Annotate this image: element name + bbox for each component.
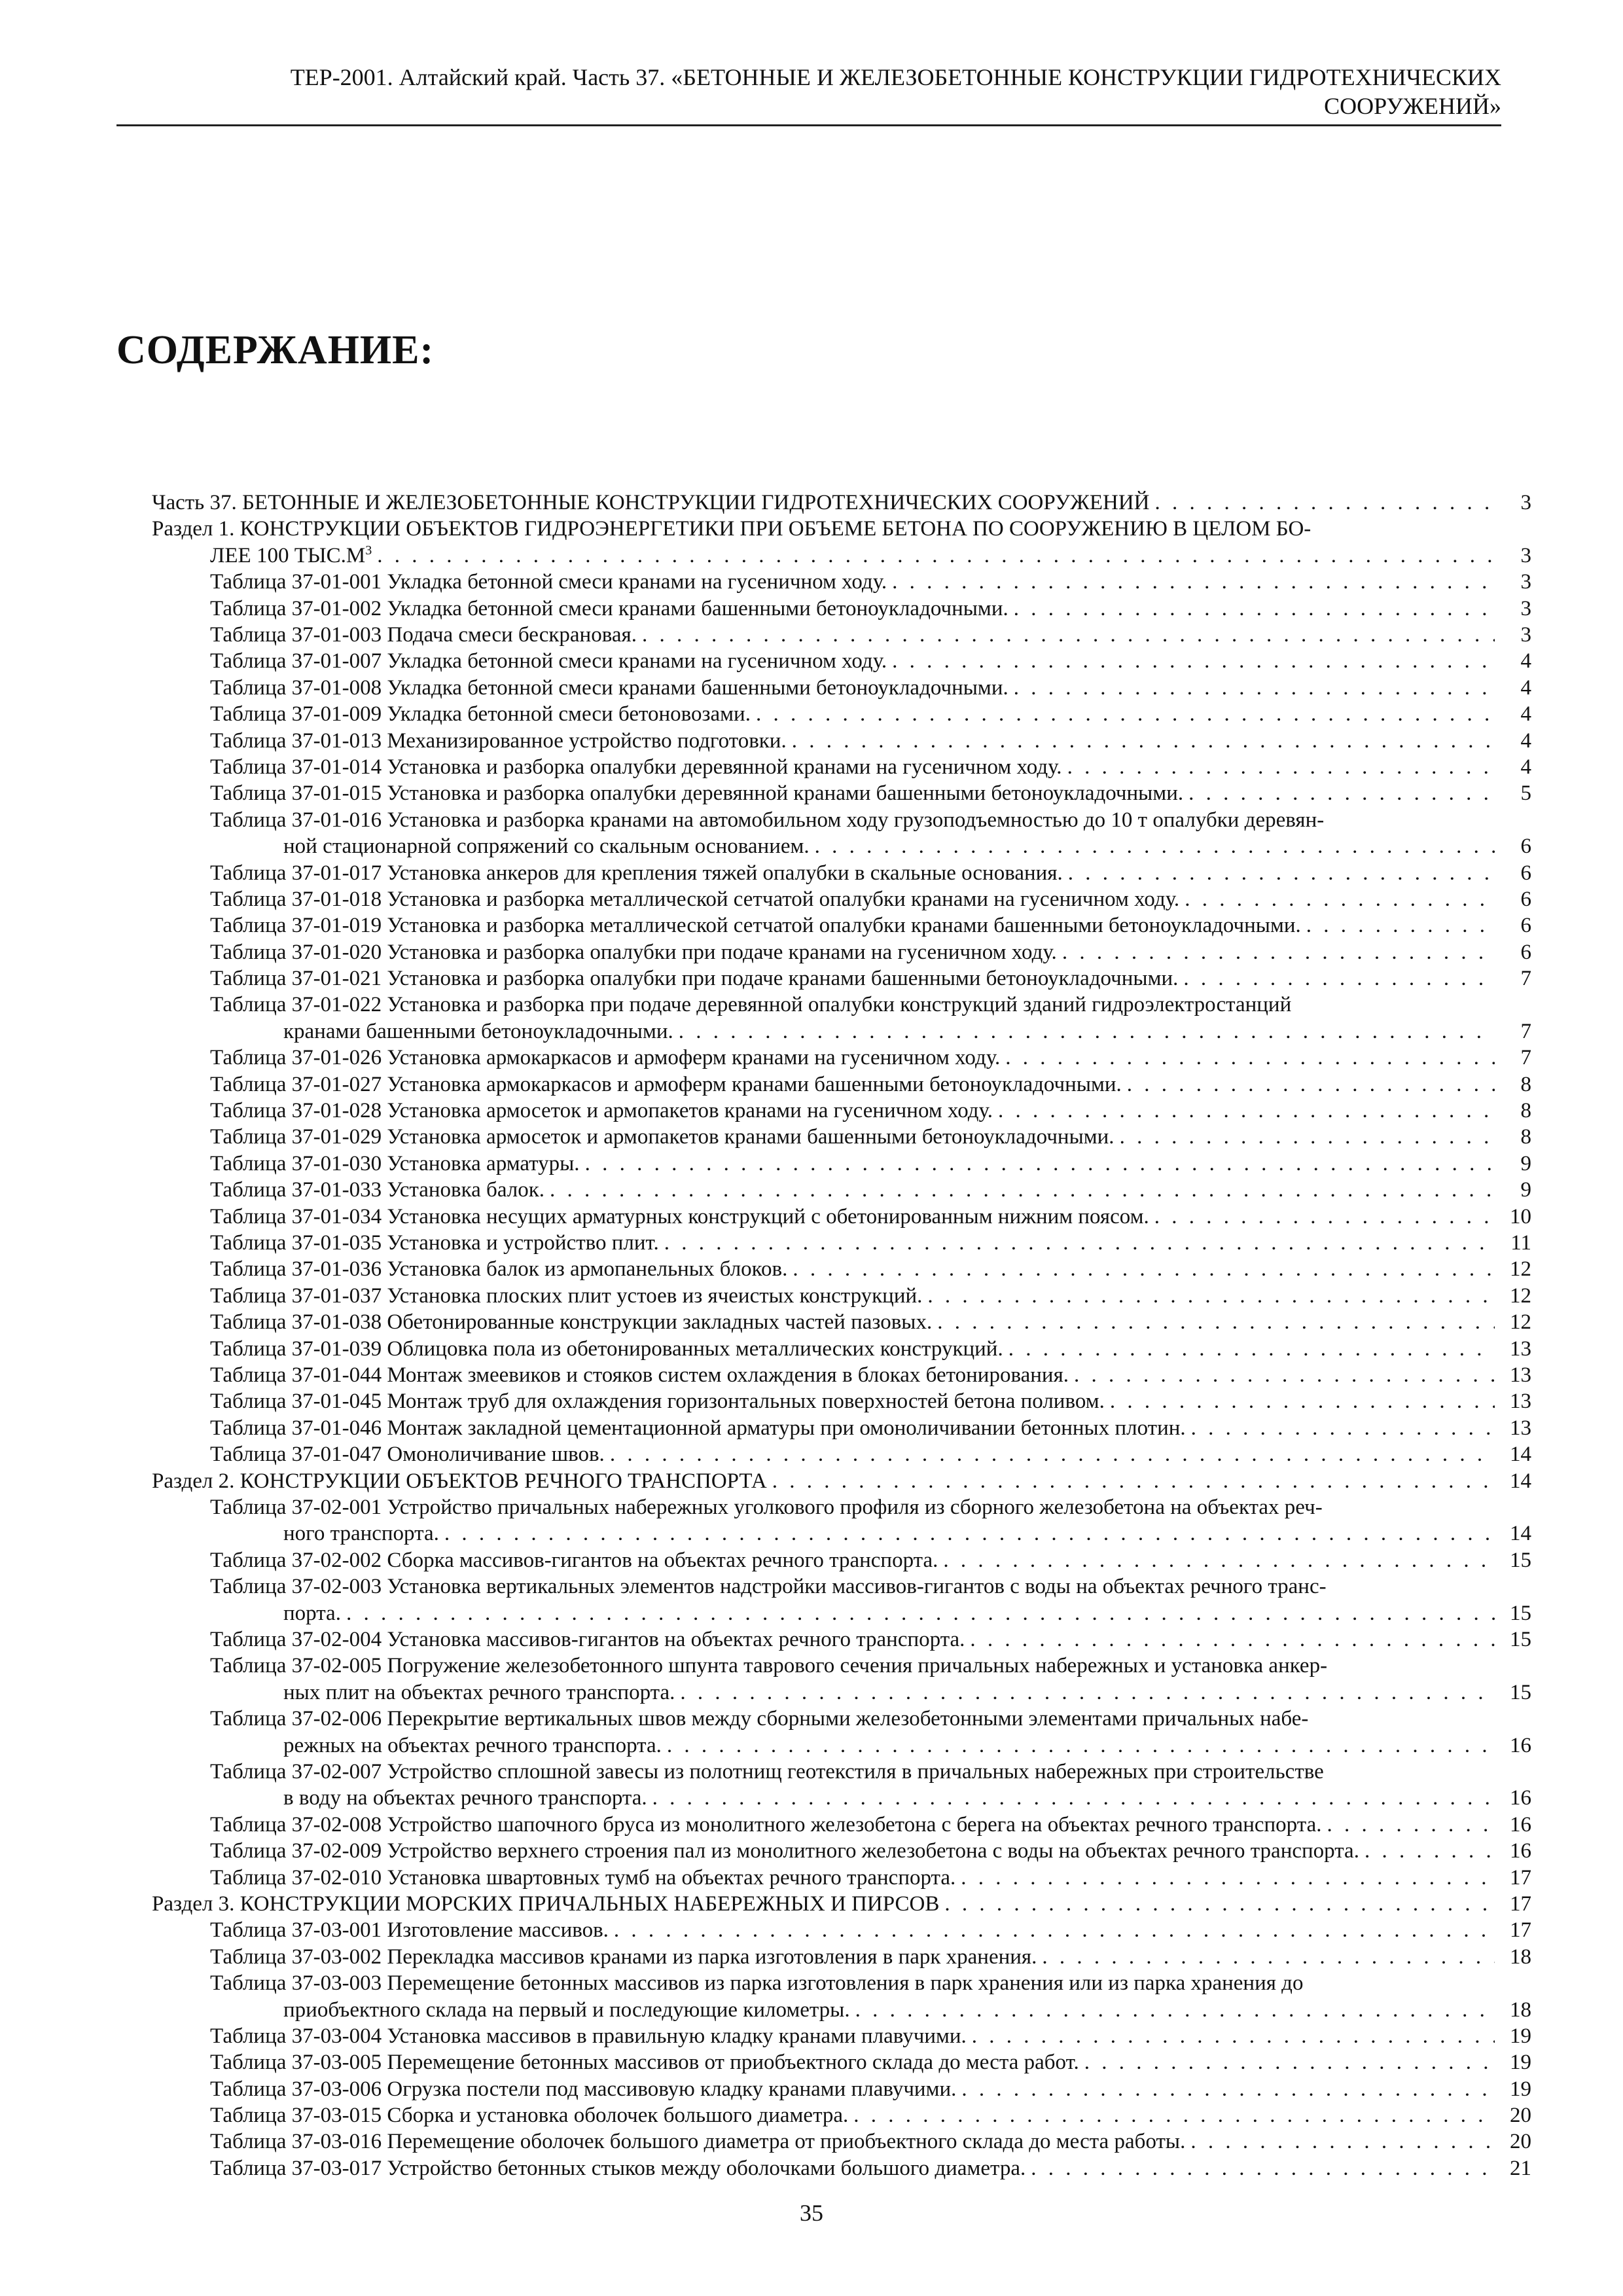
toc-page-number: 16 [1510,1839,1531,1863]
running-header [116,63,1501,126]
toc-table-entry[interactable] [152,701,1531,727]
toc-page-number: 6 [1520,940,1531,964]
toc-entry-text: Таблица 37-03-005 Перемещение бетонных массивов от приобъектного склада до места работ. [210,2051,1079,2075]
toc-entry-text: Таблица 37-03-003 Перемещение бетонных массивов из парка изготовления в парк хранения или из парка хранения до [210,1971,1304,1996]
toc-table-entry[interactable] [152,965,1531,992]
dot-leader [1062,754,1495,780]
dot-leader [1178,965,1495,992]
toc-page-number: 16 [1510,1812,1531,1837]
dot-leader [609,1917,1495,1943]
dot-leader [939,1891,1495,1917]
dot-leader [439,1520,1495,1547]
toc-entry-text: Таблица 37-01-018 Установка и разборка металлической сетчатой опалубки кранами на гусеничном ходу. [210,887,1180,911]
toc-entry-text: Таблица 37-03-001 Изготовление массивов. [210,1918,609,1943]
toc-entry-text: порта. [283,1601,341,1625]
toc-page-number: 3 [1520,543,1531,567]
toc-entry-text: Таблица 37-01-015 Установка и разборка опалубки деревянной кранами башенными бетоноукладочными. [210,781,1184,806]
toc-page-number: 20 [1510,2104,1531,2128]
toc-table-entry[interactable] [152,2023,1531,2049]
toc-entry-text: ного транспорта. [283,1522,439,1546]
dot-leader [1301,912,1495,939]
dot-leader [751,701,1495,727]
toc-entry-text: Таблица 37-02-005 Погружение железобетонного шпунта таврового сечения причальных набережных и установка анкер- [210,1654,1328,1678]
toc-table-entry[interactable] [152,1309,1531,1335]
toc-entry-text: Таблица 37-01-039 Облицовка пола из обетонированных металлических конструкций. [210,1336,1003,1361]
toc-table-entry[interactable] [152,1441,1531,1467]
toc-page-number: 4 [1520,702,1531,726]
toc-entry-text: Часть 37. БЕТОННЫЕ И ЖЕЛЕЗОБЕТОННЫЕ КОНСТРУКЦИИ ГИДРОТЕХНИЧЕСКИХ СООРУЖЕНИЙ [152,490,1150,514]
toc-table-entry[interactable] [152,2129,1531,2155]
toc-entry-text: Раздел 3. КОНСТРУКЦИИ МОРСКИХ ПРИЧАЛЬНЫХ НАБЕРЕЖНЫХ И ПИРСОВ [152,1892,940,1916]
dot-leader [341,1600,1495,1626]
toc-page-number: 17 [1510,1865,1531,1890]
toc-page-number: 6 [1520,834,1531,859]
toc-entry-text: Таблица 37-03-004 Установка массивов в правильную кладку кранами плавучими. [210,2024,967,2048]
toc-entry-text: Таблица 37-01-021 Установка и разборка опалубки при подаче кранами башенными бетоноукладочными. [210,967,1179,991]
toc-page-number: 13 [1510,1416,1531,1440]
toc-page-number: 11 [1510,1231,1531,1255]
toc-table-entry[interactable] [152,1573,1531,1626]
header-line-1: ТЕР-2001. Алтайский край. Часть 37. «БЕТОННЫЕ И ЖЕЛЕЗОБЕТОННЫЕ КОНСТРУКЦИИ ГИДРОТЕХНИЧЕСКИХ [290,64,1501,90]
toc-entry-text: Таблица 37-01-020 Установка и разборка опалубки при подаче кранами на гусеничном ходу. [210,940,1057,964]
toc-entry-text: Таблица 37-01-007 Укладка бетонной смеси кранами на гусеничном ходу. [210,649,887,673]
toc-page-number: 15 [1510,1680,1531,1704]
toc-entry-text: приобъектного склада на первый и последующие километры. [283,1998,850,2022]
toc-page-number: 19 [1510,2077,1531,2101]
dot-leader [1115,1124,1495,1150]
toc-entry-text: Таблица 37-01-026 Установка армокаркасов и армоферм кранами на гусеничном ходу. [210,1046,1001,1070]
toc-page-number: 3 [1520,570,1531,594]
dot-leader [1179,886,1495,912]
toc-table-entry[interactable] [152,675,1531,701]
toc-table-entry[interactable] [152,1944,1531,1970]
toc-entry-text: Таблица 37-01-003 Подача смеси бескрановая. [210,622,637,647]
toc-table-entry[interactable] [152,728,1531,754]
toc-page-number: 3 [1520,596,1531,620]
toc-table-entry[interactable] [152,1071,1531,1098]
toc-table-entry[interactable] [152,1362,1531,1388]
dot-leader [1183,780,1495,806]
toc-page-number: 17 [1510,1918,1531,1943]
toc-entry-text: Таблица 37-01-013 Механизированное устройство подготовки. [210,728,787,753]
dot-leader [544,1177,1495,1203]
toc-table-entry[interactable] [152,622,1531,648]
toc-entry-text: Таблица 37-02-004 Установка массивов-гигантов на объектах речного транспорта. [210,1627,965,1651]
toc-page-number: 18 [1510,1945,1531,1969]
toc-table-entry[interactable] [152,807,1531,860]
toc-entry-text: Таблица 37-01-036 Установка балок из армопанельных блоков. [210,1257,788,1282]
dot-leader [1008,596,1495,622]
toc-page-number: 7 [1520,1046,1531,1070]
toc-page-number: 12 [1510,1257,1531,1282]
dot-leader [372,543,1495,569]
toc-table-entry[interactable] [152,1547,1531,1573]
toc-entry-text: Таблица 37-01-038 Обетонированные конструкции закладных частей пазовых. [210,1310,933,1335]
toc-table-entry[interactable] [152,1230,1531,1256]
toc-entry-text: Таблица 37-03-015 Сборка и установка оболочек большого диаметра. [210,2104,849,2128]
toc-page-number: 20 [1510,2130,1531,2154]
toc-entry-text: Таблица 37-01-008 Укладка бетонной смеси кранами башенными бетоноукладочными. [210,675,1008,700]
toc-table-entry[interactable] [152,2076,1531,2102]
dot-leader [1008,675,1495,701]
dot-leader [605,1441,1495,1467]
toc-entry-text: Таблица 37-01-028 Установка армосеток и армопакетов кранами на гусеничном ходу. [210,1099,993,1123]
toc-page-number: 18 [1510,1998,1531,2022]
toc-section-entry[interactable] [152,516,1531,569]
toc-entry-text: Таблица 37-03-016 Перемещение оболочек большого диаметра от приобъектного склада до места работы. [210,2130,1186,2154]
toc-table-entry[interactable] [152,1653,1531,1706]
toc-entry-text: Таблица 37-01-027 Установка армокаркасов и армоферм кранами башенными бетоноукладочными. [210,1072,1122,1096]
dot-leader [965,1626,1495,1653]
toc-entry-text: Таблица 37-02-006 Перекрытие вертикальных швов между сборными железобетонными элементами причальных набе- [210,1707,1309,1731]
toc-entry-text: Таблица 37-01-017 Установка анкеров для крепления тяжей опалубки в скальные основания. [210,861,1063,885]
dot-leader [967,2023,1495,2049]
toc-entry-text: Таблица 37-01-046 Монтаж закладной цементационной арматуры при омоноличивании бетонных плотин. [210,1416,1186,1440]
toc-entry-text: Таблица 37-01-002 Укладка бетонной смеси кранами башенными бетоноукладочными. [210,596,1008,620]
toc-entry-text: Таблица 37-03-006 Огрузка постели под массивовую кладку кранами плавучими. [210,2077,957,2101]
toc-entry-text: Таблица 37-02-010 Установка швартовных тумб на объектах речного транспорта. [210,1865,956,1890]
toc-page-number: 19 [1510,2024,1531,2048]
toc-entry-text: Таблица 37-02-003 Установка вертикальных элементов надстройки массивов-гигантов с воды на объектах речного транс- [210,1575,1327,1599]
dot-leader [1122,1071,1495,1098]
toc-entry-text: кранами башенными бетоноукладочными. [283,1019,673,1043]
toc-page-number: 5 [1520,781,1531,806]
dot-leader [1149,1204,1495,1230]
toc-page-number: 6 [1520,887,1531,911]
contents-title: СОДЕРЖАНИЕ: [116,328,435,372]
toc-entry-text: Таблица 37-01-044 Монтаж змеевиков и стояков систем охлаждения в блоках бетонирования. [210,1363,1069,1387]
dot-leader [938,1547,1495,1573]
toc-entry-text: Таблица 37-01-009 Укладка бетонной смеси бетоновозами. [210,702,751,726]
toc-page-number: 13 [1510,1390,1531,1414]
toc-entry-text: Раздел 1. КОНСТРУКЦИИ ОБЪЕКТОВ ГИДРОЭНЕРГЕТИКИ ПРИ ОБЪЕМЕ БЕТОНА ПО СООРУЖЕНИЮ В ЦЕЛОМ БО- [152,517,1311,541]
toc-table-entry[interactable] [152,860,1531,886]
toc-page-number: 4 [1520,649,1531,673]
toc-entry-text: ной стационарной сопряжений со скальным основанием. [283,834,810,859]
toc-page-number: 15 [1510,1601,1531,1625]
toc-entry-text: в воду на объектах речного транспорта. [283,1786,647,1810]
toc-page-number: 4 [1520,728,1531,753]
dot-leader [647,1785,1495,1811]
toc-entry-text: Таблица 37-03-017 Устройство бетонных стыков между оболочками большого диаметра. [210,2156,1026,2180]
toc-table-entry[interactable] [152,1045,1531,1071]
toc-table-entry[interactable] [152,1838,1531,1864]
dot-leader [1185,2129,1495,2155]
dot-leader [1000,1045,1495,1071]
toc-page-number: 13 [1510,1363,1531,1387]
toc-table-entry[interactable] [152,1812,1531,1838]
toc-section-entry[interactable] [152,1891,1531,1917]
toc-entry-text: Таблица 37-02-008 Устройство шапочного бруса из монолитного железобетона с берега на объектах речного транспорта. [210,1812,1322,1837]
dot-leader [767,1468,1495,1494]
toc-entry-text: Таблица 37-03-002 Перекладка массивов кранами из парка изготовления в парк хранения. [210,1945,1037,1969]
toc-page-number: 15 [1510,1627,1531,1651]
toc-table-entry[interactable] [152,648,1531,674]
dot-leader [1069,1362,1495,1388]
toc-entry-text: ных плит на объектах речного транспорта. [283,1680,675,1704]
toc-entry-text: Таблица 37-01-045 Монтаж труб для охлаждения горизонтальных поверхностей бетона поливом. [210,1390,1105,1414]
toc-table-entry[interactable] [152,1970,1531,2023]
toc-entry-text: ЛЕЕ 100 $ТЫС.М^3$ [210,543,372,567]
toc-table-entry[interactable] [152,1151,1531,1177]
dot-leader [787,1256,1495,1282]
toc-table-entry[interactable] [152,1124,1531,1150]
dot-leader [580,1151,1495,1177]
dot-leader [1026,2155,1495,2181]
toc-page-number: 8 [1520,1125,1531,1149]
toc-entry-text: режных на объектах речного транспорта. [283,1733,662,1757]
toc-page-number: 21 [1510,2156,1531,2180]
toc-page-number: 10 [1510,1204,1531,1229]
toc-table-entry[interactable] [152,1204,1531,1230]
toc-page-number: 15 [1510,1548,1531,1572]
dot-leader [1359,1838,1495,1864]
toc-table-entry[interactable] [152,886,1531,912]
toc-entry-text: Таблица 37-01-022 Установка и разборка при подаче деревянной опалубки конструкций зданий гидроэлектростанций [210,993,1292,1017]
toc-table-entry[interactable] [152,1415,1531,1441]
toc-entry-text: Раздел 2. КОНСТРУКЦИИ ОБЪЕКТОВ РЕЧНОГО ТРАНСПОРТА [152,1469,767,1493]
toc-page-number: 7 [1520,1019,1531,1043]
toc-table-entry[interactable] [152,1865,1531,1891]
header-line-2: СООРУЖЕНИЙ» [1324,93,1501,119]
dot-leader [848,2102,1495,2128]
dot-leader [955,1865,1495,1891]
toc-table-entry[interactable] [152,912,1531,939]
toc-table-entry[interactable] [152,569,1531,595]
dot-leader [922,1283,1495,1309]
toc-entry-text: Таблица 37-02-002 Сборка массивов-гигантов на объектах речного транспорта. [210,1548,938,1572]
dot-leader [1105,1388,1495,1414]
toc-page-number: 17 [1510,1892,1531,1916]
dot-leader [662,1732,1495,1759]
toc-table-entry[interactable] [152,2155,1531,2181]
toc-table-entry[interactable] [152,1759,1531,1812]
table-of-contents [152,490,1531,2181]
toc-page-number: 14 [1510,1469,1531,1493]
toc-page-number: 12 [1510,1310,1531,1335]
toc-page-number: 13 [1510,1336,1531,1361]
toc-page-number: 9 [1520,1178,1531,1202]
toc-page-number: 19 [1510,2051,1531,2075]
toc-table-entry[interactable] [152,1917,1531,1943]
toc-page-number: 14 [1510,1522,1531,1546]
dot-leader [1079,2049,1495,2075]
dot-leader [675,1679,1495,1706]
toc-entry-text: Таблица 37-02-009 Устройство верхнего строения пал из монолитного железобетона с воды на объектах речного транспорта. [210,1839,1359,1863]
toc-entry-text: Таблица 37-02-007 Устройство сплошной завесы из полотнищ геотекстиля в причальных набережных при строительстве [210,1759,1324,1784]
toc-entry-text: Таблица 37-01-029 Установка армосеток и армопакетов кранами башенными бетоноукладочными. [210,1125,1115,1149]
page-number: 35 [800,2200,823,2226]
toc-page-number: 7 [1520,967,1531,991]
dot-leader [659,1230,1495,1256]
toc-page-number: 14 [1510,1443,1531,1467]
toc-entry-text: Таблица 37-01-037 Установка плоских плит устоев из ячеистых конструкций. [210,1283,923,1308]
toc-entry-text: Таблица 37-01-014 Установка и разборка опалубки деревянной кранами на гусеничном ходу. [210,755,1062,779]
toc-table-entry[interactable] [152,596,1531,622]
toc-table-entry[interactable] [152,1177,1531,1203]
toc-table-entry[interactable] [152,1494,1531,1547]
toc-entry-text: Таблица 37-01-030 Установка арматуры. [210,1151,580,1175]
toc-table-entry[interactable] [152,1626,1531,1653]
toc-table-entry[interactable] [152,2049,1531,2075]
dot-leader [1149,490,1495,516]
toc-section-entry[interactable] [152,490,1531,516]
toc-page-number: 16 [1510,1786,1531,1810]
dot-leader [993,1098,1495,1124]
toc-table-entry[interactable] [152,939,1531,965]
dot-leader [1057,939,1495,965]
dot-leader [673,1018,1495,1045]
toc-page-number: 6 [1520,914,1531,938]
dot-leader [810,833,1495,859]
toc-table-entry[interactable] [152,1336,1531,1362]
toc-page-number: 9 [1520,1151,1531,1175]
dot-leader [887,648,1495,674]
dot-leader [850,1997,1495,2023]
dot-leader [637,622,1495,648]
toc-page-number: 12 [1510,1283,1531,1308]
toc-entry-text: Таблица 37-01-019 Установка и разборка металлической сетчатой опалубки кранами башенными бетоноукладочными. [210,914,1301,938]
toc-page-number: 16 [1510,1733,1531,1757]
toc-entry-text: Таблица 37-01-016 Установка и разборка кранами на автомобильном ходу грузоподъемностью до 10 т опалубки деревян- [210,808,1325,832]
dot-leader [932,1309,1495,1335]
toc-page-number: 6 [1520,861,1531,885]
toc-entry-text: Таблица 37-01-001 Укладка бетонной смеси кранами на гусеничном ходу. [210,570,887,594]
dot-leader [787,728,1495,754]
toc-entry-text: Таблица 37-01-033 Установка балок. [210,1178,545,1202]
toc-table-entry[interactable] [152,1283,1531,1309]
dot-leader [1186,1415,1495,1441]
toc-entry-text: Таблица 37-01-034 Установка несущих арматурных конструкций с обетонированным нижним поясом. [210,1204,1149,1229]
toc-table-entry[interactable] [152,992,1531,1045]
toc-table-entry[interactable] [152,780,1531,806]
toc-page-number: 3 [1520,490,1531,514]
toc-entry-text: Таблица 37-01-035 Установка и устройство плит. [210,1231,659,1255]
toc-page-number: 4 [1520,755,1531,779]
toc-entry-text: Таблица 37-01-047 Омоноличивание швов. [210,1443,605,1467]
toc-page-number: 8 [1520,1072,1531,1096]
dot-leader [1037,1944,1495,1970]
dot-leader [887,569,1495,595]
toc-section-entry[interactable] [152,1468,1531,1494]
dot-leader [1003,1336,1495,1362]
toc-table-entry[interactable] [152,1388,1531,1414]
toc-table-entry[interactable] [152,754,1531,780]
toc-table-entry[interactable] [152,1256,1531,1282]
dot-leader [1321,1812,1495,1838]
toc-page-number: 3 [1520,622,1531,647]
toc-table-entry[interactable] [152,1098,1531,1124]
dot-leader [956,2076,1495,2102]
toc-table-entry[interactable] [152,1706,1531,1759]
toc-entry-text: Таблица 37-02-001 Устройство причальных набережных уголкового профиля из сборного железобетона на объектах реч- [210,1495,1323,1519]
toc-page-number: 8 [1520,1099,1531,1123]
toc-page-number: 4 [1520,675,1531,700]
toc-table-entry[interactable] [152,2102,1531,2128]
dot-leader [1063,860,1495,886]
